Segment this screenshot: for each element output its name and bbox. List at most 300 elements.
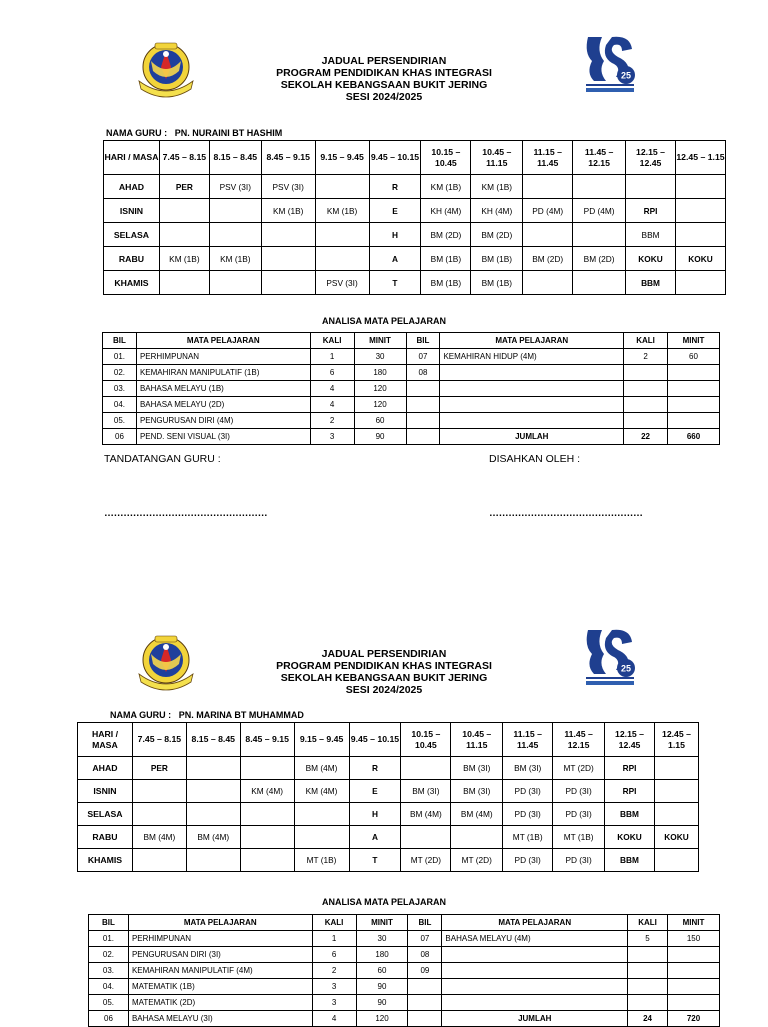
analysis-cell: 3 — [312, 979, 356, 995]
timetable-cell: BM (3I) — [503, 757, 553, 780]
day-cell: RABU — [78, 826, 133, 849]
analysis-cell — [628, 947, 668, 963]
timetable-cell: BM (2D) — [573, 247, 626, 271]
analysis-cell: 1 — [312, 931, 356, 947]
analysis-cell — [668, 365, 720, 381]
timetable-cell — [209, 271, 261, 295]
timetable-cell: KM (1B) — [471, 175, 523, 199]
analysis-cell: 180 — [354, 365, 406, 381]
timetable-cell: KOKU — [626, 247, 676, 271]
timetable-cell: BM (1B) — [471, 247, 523, 271]
teacher-name: PN. NURAINI BT HASHIM — [174, 128, 283, 138]
timetable-cell: BM (2D) — [523, 247, 573, 271]
analysis-cell: 02. — [103, 365, 137, 381]
analysis-cell — [440, 365, 624, 381]
timetable-cell: KM (1B) — [159, 247, 209, 271]
svg-text:25: 25 — [620, 663, 632, 674]
analysis-header-cell: MATA PELAJARAN — [440, 333, 624, 349]
day-cell: AHAD — [104, 175, 160, 199]
analysis-cell: 07 — [406, 349, 440, 365]
timetable-cell — [315, 175, 369, 199]
timetable-header-cell: 11.15 – 11.45 — [503, 723, 553, 757]
timetable-cell — [675, 223, 725, 247]
timetable-cell: R — [349, 757, 401, 780]
analysis-cell: 01. — [89, 931, 129, 947]
analysis-cell: 30 — [356, 931, 408, 947]
timetable-cell: R — [369, 175, 421, 199]
analysis-cell: 4 — [310, 397, 354, 413]
timetable — [103, 140, 726, 295]
timetable-cell: MT (1B) — [553, 826, 605, 849]
analysis-cell — [624, 365, 668, 381]
timetable-cell: MT (1B) — [503, 826, 553, 849]
analysis-cell: 04. — [89, 979, 129, 995]
analysis-cell: 30 — [354, 349, 406, 365]
analysis-cell — [668, 381, 720, 397]
timetable-cell: PD (3I) — [503, 780, 553, 803]
timetable-cell — [240, 803, 294, 826]
timetable-cell: PER — [132, 757, 186, 780]
analysis-row — [103, 349, 720, 365]
analysis-cell — [442, 995, 628, 1011]
analysis-row — [89, 979, 720, 995]
analysis-row — [89, 931, 720, 947]
timetable-cell: BM (1B) — [421, 271, 471, 295]
teacher-label: NAMA GURU : — [106, 128, 168, 138]
timetable-cell — [573, 223, 626, 247]
analysis-row — [103, 397, 720, 413]
timetable-header-cell: 9.45 – 10.15 — [369, 141, 421, 175]
analysis-total-row — [89, 1011, 720, 1027]
timetable-cell — [573, 175, 626, 199]
timetable-row — [78, 757, 699, 780]
analysis-header-cell: MINIT — [668, 915, 720, 931]
analysis-cell: 60 — [668, 349, 720, 365]
program-25-logo — [582, 33, 638, 93]
day-cell: SELASA — [104, 223, 160, 247]
timetable-cell: BM (1B) — [421, 247, 471, 271]
timetable-cell — [261, 247, 315, 271]
timetable-header-cell: 11.15 – 11.45 — [523, 141, 573, 175]
analysis-cell: PEND. SENI VISUAL (3I) — [136, 429, 310, 445]
timetable-cell: KM (1B) — [315, 199, 369, 223]
timetable-cell: BM (3I) — [401, 780, 451, 803]
program-25-logo — [582, 626, 638, 686]
timetable-cell — [626, 175, 676, 199]
analysis-cell: 2 — [312, 963, 356, 979]
analysis-cell — [668, 397, 720, 413]
header-line-2: PROGRAM PENDIDIKAN KHAS INTEGRASI — [276, 660, 492, 672]
timetable-header-cell: 11.45 – 12.15 — [573, 141, 626, 175]
timetable-cell: BBM — [626, 271, 676, 295]
timetable-header-cell: 12.45 – 1.15 — [675, 141, 725, 175]
timetable-cell: PD (4M) — [573, 199, 626, 223]
analysis-cell: 08 — [408, 947, 442, 963]
header-line-1: JADUAL PERSENDIRIAN — [321, 55, 447, 67]
analysis-cell — [442, 963, 628, 979]
analysis-cell: 2 — [624, 349, 668, 365]
analysis-row — [103, 413, 720, 429]
timetable-cell: PSV (3I) — [261, 175, 315, 199]
analysis-cell: 90 — [354, 429, 406, 445]
timetable-cell — [186, 757, 240, 780]
timetable-cell: E — [369, 199, 421, 223]
analysis-cell — [628, 979, 668, 995]
timetable-cell: MT (2D) — [401, 849, 451, 872]
timetable-cell — [240, 849, 294, 872]
analysis-header-cell: KALI — [312, 915, 356, 931]
timetable-cell — [654, 849, 698, 872]
teacher-signature-label: TANDATANGAN GURU : — [104, 453, 221, 465]
timetable-row — [78, 849, 699, 872]
analysis-cell: PERHIMPUNAN — [136, 349, 310, 365]
header-line-3: SEKOLAH KEBANGSAAN BUKIT JERING — [280, 672, 488, 684]
timetable-cell: E — [349, 780, 401, 803]
teacher-name: PN. MARINA BT MUHAMMAD — [178, 710, 304, 720]
analysis-cell: 120 — [356, 1011, 408, 1027]
total-label: JUMLAH — [440, 429, 624, 445]
timetable-cell: T — [349, 849, 401, 872]
timetable-header-cell: 9.15 – 9.45 — [294, 723, 349, 757]
timetable-cell: BM (4M) — [401, 803, 451, 826]
timetable-cell — [654, 803, 698, 826]
total-label: JUMLAH — [442, 1011, 628, 1027]
timetable-cell: MT (2D) — [451, 849, 503, 872]
analysis-cell: 05. — [89, 995, 129, 1011]
timetable-cell — [132, 849, 186, 872]
analysis-cell: 6 — [312, 947, 356, 963]
analysis-cell — [668, 995, 720, 1011]
timetable-cell — [523, 271, 573, 295]
analysis-cell: 03. — [103, 381, 137, 397]
analysis-cell — [406, 381, 440, 397]
analysis-cell — [408, 995, 442, 1011]
timetable-header-cell: HARI / MASA — [104, 141, 160, 175]
document-header — [260, 648, 508, 696]
timetable-header-cell: 9.15 – 9.45 — [315, 141, 369, 175]
timetable-cell — [675, 175, 725, 199]
analysis-cell — [668, 947, 720, 963]
analysis-cell: 4 — [312, 1011, 356, 1027]
analysis-cell: 60 — [354, 413, 406, 429]
analysis-header-cell: BIL — [408, 915, 442, 931]
analysis-row — [103, 381, 720, 397]
day-cell: RABU — [104, 247, 160, 271]
timetable-cell — [186, 803, 240, 826]
analysis-header-cell: MATA PELAJARAN — [136, 333, 310, 349]
timetable-header-cell: 12.15 – 12.45 — [626, 141, 676, 175]
timetable-cell — [451, 826, 503, 849]
timetable-cell: PD (4M) — [523, 199, 573, 223]
analysis-cell — [624, 381, 668, 397]
timetable-header-cell: 8.45 – 9.15 — [261, 141, 315, 175]
analysis-cell — [406, 429, 440, 445]
timetable-cell — [132, 780, 186, 803]
timetable-cell: PSV (3I) — [315, 271, 369, 295]
timetable-cell: PD (3I) — [553, 849, 605, 872]
analysis-cell — [668, 963, 720, 979]
analysis-cell: 150 — [668, 931, 720, 947]
timetable-cell: MT (1B) — [294, 849, 349, 872]
analysis-cell: 3 — [310, 429, 354, 445]
analysis-cell: 09 — [408, 963, 442, 979]
timetable-cell: KOKU — [605, 826, 655, 849]
analysis-cell — [668, 413, 720, 429]
analysis-cell — [406, 397, 440, 413]
analysis-cell: 08 — [406, 365, 440, 381]
teacher-label: NAMA GURU : — [110, 710, 172, 720]
timetable-row — [104, 199, 726, 223]
analysis-cell: 5 — [628, 931, 668, 947]
timetable-cell: BM (2D) — [471, 223, 523, 247]
timetable-cell — [401, 757, 451, 780]
timetable-cell — [159, 223, 209, 247]
timetable-header-row — [104, 141, 726, 175]
timetable-cell: BM (1B) — [471, 271, 523, 295]
timetable-row — [78, 803, 699, 826]
analysis-cell: KEMAHIRAN MANIPULATIF (4M) — [128, 963, 312, 979]
analysis-cell — [442, 947, 628, 963]
timetable-cell: KM (1B) — [209, 247, 261, 271]
analysis-cell: 120 — [354, 381, 406, 397]
analysis-cell: 90 — [356, 995, 408, 1011]
analysis-cell: MATEMATIK (1B) — [128, 979, 312, 995]
analysis-header-cell: MINIT — [668, 333, 720, 349]
analysis-header-cell: KALI — [310, 333, 354, 349]
analysis-cell: 6 — [310, 365, 354, 381]
day-cell: KHAMIS — [78, 849, 133, 872]
timetable-cell: H — [349, 803, 401, 826]
timetable-cell: KM (4M) — [294, 780, 349, 803]
analysis-cell — [408, 1011, 442, 1027]
analysis-cell: 90 — [356, 979, 408, 995]
timetable-cell — [675, 199, 725, 223]
timetable-cell: T — [369, 271, 421, 295]
analysis-cell: BAHASA MELAYU (2D) — [136, 397, 310, 413]
timetable-cell: MT (2D) — [553, 757, 605, 780]
approved-by-label: DISAHKAN OLEH : — [489, 453, 581, 465]
analysis-cell — [406, 413, 440, 429]
analysis-cell: 3 — [312, 995, 356, 1011]
timetable-header-cell: 10.45 – 11.15 — [451, 723, 503, 757]
timetable-header-cell: 10.15 – 10.45 — [421, 141, 471, 175]
timetable-cell — [240, 757, 294, 780]
analysis-header-cell: MATA PELAJARAN — [442, 915, 628, 931]
timetable-cell — [261, 223, 315, 247]
analysis-cell: 04. — [103, 397, 137, 413]
timetable-cell — [401, 826, 451, 849]
timetable-cell — [294, 826, 349, 849]
timetable-cell — [261, 271, 315, 295]
timetable-cell: BBM — [626, 223, 676, 247]
timetable-cell — [132, 803, 186, 826]
analysis-header-cell: BIL — [103, 333, 137, 349]
header-line-1: JADUAL PERSENDIRIAN — [321, 648, 447, 660]
analysis-cell: PENGURUSAN DIRI (3I) — [128, 947, 312, 963]
timetable-header-cell: 7.45 – 8.15 — [132, 723, 186, 757]
analysis-cell: 06 — [103, 429, 137, 445]
analysis-cell: 2 — [310, 413, 354, 429]
timetable-cell — [573, 271, 626, 295]
analysis-cell: BAHASA MELAYU (3I) — [128, 1011, 312, 1027]
analysis-total-row — [103, 429, 720, 445]
timetable-cell — [675, 271, 725, 295]
timetable-cell: BM (4M) — [294, 757, 349, 780]
analysis-header-cell: KALI — [628, 915, 668, 931]
analysis-cell — [440, 381, 624, 397]
timetable-cell — [159, 271, 209, 295]
timetable-cell — [209, 199, 261, 223]
analysis-header-cell: MATA PELAJARAN — [128, 915, 312, 931]
header-line-4: SESI 2024/2025 — [345, 684, 423, 696]
analysis-header-cell: KALI — [624, 333, 668, 349]
timetable-cell: RPI — [605, 780, 655, 803]
timetable-cell — [209, 223, 261, 247]
day-cell: ISNIN — [104, 199, 160, 223]
analysis-row — [103, 365, 720, 381]
timetable-cell — [523, 175, 573, 199]
timetable-header-cell: 9.45 – 10.15 — [349, 723, 401, 757]
analysis-header-row — [89, 915, 720, 931]
total-minit: 660 — [668, 429, 720, 445]
analysis-cell: PERHIMPUNAN — [128, 931, 312, 947]
analysis-cell — [628, 995, 668, 1011]
timetable-cell — [523, 223, 573, 247]
timetable-cell: KH (4M) — [421, 199, 471, 223]
day-cell: SELASA — [78, 803, 133, 826]
header-line-3: SEKOLAH KEBANGSAAN BUKIT JERING — [280, 79, 488, 91]
analysis-cell: 60 — [356, 963, 408, 979]
timetable-cell: A — [369, 247, 421, 271]
analysis-title: ANALISA MATA PELAJARAN — [322, 897, 446, 907]
timetable-header-cell: 8.15 – 8.45 — [186, 723, 240, 757]
analysis-cell: 02. — [89, 947, 129, 963]
timetable-cell: KOKU — [654, 826, 698, 849]
timetable-cell: H — [369, 223, 421, 247]
timetable-cell: KM (4M) — [240, 780, 294, 803]
analysis-header-cell: BIL — [89, 915, 129, 931]
timetable-cell — [294, 803, 349, 826]
timetable-cell — [186, 849, 240, 872]
teacher-signature-line: …………………………………………… — [104, 508, 268, 519]
analysis-cell — [440, 413, 624, 429]
timetable-header-cell: 10.15 – 10.45 — [401, 723, 451, 757]
analysis-header-cell: BIL — [406, 333, 440, 349]
analysis-cell — [440, 397, 624, 413]
analysis-cell: 06 — [89, 1011, 129, 1027]
header-line-4: SESI 2024/2025 — [345, 91, 423, 103]
teacher-name-line — [110, 710, 304, 720]
school-crest-logo — [133, 37, 199, 101]
timetable-cell — [315, 223, 369, 247]
analysis-cell: KEMAHIRAN HIDUP (4M) — [440, 349, 624, 365]
timetable-header-cell: 8.15 – 8.45 — [209, 141, 261, 175]
timetable-cell: KM (1B) — [421, 175, 471, 199]
timetable-cell: BBM — [605, 803, 655, 826]
analysis-cell: 07 — [408, 931, 442, 947]
timetable-cell: BM (3I) — [451, 757, 503, 780]
total-kali: 22 — [624, 429, 668, 445]
timetable-header-cell: 12.15 – 12.45 — [605, 723, 655, 757]
school-crest-logo — [133, 630, 199, 694]
timetable-header-cell: 12.45 – 1.15 — [654, 723, 698, 757]
analysis-cell: KEMAHIRAN MANIPULATIF (1B) — [136, 365, 310, 381]
timetable-row — [104, 223, 726, 247]
timetable-cell — [654, 780, 698, 803]
timetable-header-cell: 11.45 – 12.15 — [553, 723, 605, 757]
analysis-title: ANALISA MATA PELAJARAN — [322, 316, 446, 326]
timetable-header-cell: 10.45 – 11.15 — [471, 141, 523, 175]
analysis-cell — [442, 979, 628, 995]
analysis-cell: 05. — [103, 413, 137, 429]
analysis-cell — [408, 979, 442, 995]
subject-analysis-table — [102, 332, 720, 445]
timetable-cell: KH (4M) — [471, 199, 523, 223]
approver-signature-line: ………………………………………… — [489, 508, 643, 519]
analysis-cell — [668, 979, 720, 995]
timetable-cell: BBM — [605, 849, 655, 872]
analysis-cell: BAHASA MELAYU (4M) — [442, 931, 628, 947]
timetable-cell: KOKU — [675, 247, 725, 271]
timetable-cell: KM (1B) — [261, 199, 315, 223]
analysis-cell: 03. — [89, 963, 129, 979]
analysis-cell — [624, 413, 668, 429]
subject-analysis-table — [88, 914, 720, 1027]
timetable-cell — [186, 780, 240, 803]
analysis-cell: 180 — [356, 947, 408, 963]
analysis-header-cell: MINIT — [356, 915, 408, 931]
timetable-row — [104, 271, 726, 295]
timetable-row — [78, 826, 699, 849]
timetable-cell: PER — [159, 175, 209, 199]
analysis-cell — [624, 397, 668, 413]
timetable-row — [78, 780, 699, 803]
timetable-cell: PD (3I) — [553, 780, 605, 803]
timetable-cell — [654, 757, 698, 780]
header-line-2: PROGRAM PENDIDIKAN KHAS INTEGRASI — [276, 67, 492, 79]
timetable-cell: RPI — [626, 199, 676, 223]
timetable-cell: BM (4M) — [186, 826, 240, 849]
timetable-cell — [315, 247, 369, 271]
timetable-header-row — [78, 723, 699, 757]
timetable-row — [104, 175, 726, 199]
timetable-cell: PD (3I) — [553, 803, 605, 826]
analysis-cell: 120 — [354, 397, 406, 413]
total-minit: 720 — [668, 1011, 720, 1027]
analysis-cell: 4 — [310, 381, 354, 397]
timetable-row — [104, 247, 726, 271]
day-cell: ISNIN — [78, 780, 133, 803]
analysis-cell: BAHASA MELAYU (1B) — [136, 381, 310, 397]
timetable-cell: BM (3I) — [451, 780, 503, 803]
timetable-header-cell: 8.45 – 9.15 — [240, 723, 294, 757]
timetable-cell: A — [349, 826, 401, 849]
timetable-cell: PD (3I) — [503, 803, 553, 826]
timetable-header-cell: 7.45 – 8.15 — [159, 141, 209, 175]
analysis-cell: 1 — [310, 349, 354, 365]
timetable-cell — [240, 826, 294, 849]
analysis-cell — [628, 963, 668, 979]
timetable-cell: RPI — [605, 757, 655, 780]
timetable-cell: PD (3I) — [503, 849, 553, 872]
day-cell: AHAD — [78, 757, 133, 780]
analysis-header-row — [103, 333, 720, 349]
timetable-cell: BM (2D) — [421, 223, 471, 247]
timetable — [77, 722, 699, 872]
teacher-name-line — [106, 128, 282, 138]
analysis-row — [89, 963, 720, 979]
analysis-row — [89, 947, 720, 963]
